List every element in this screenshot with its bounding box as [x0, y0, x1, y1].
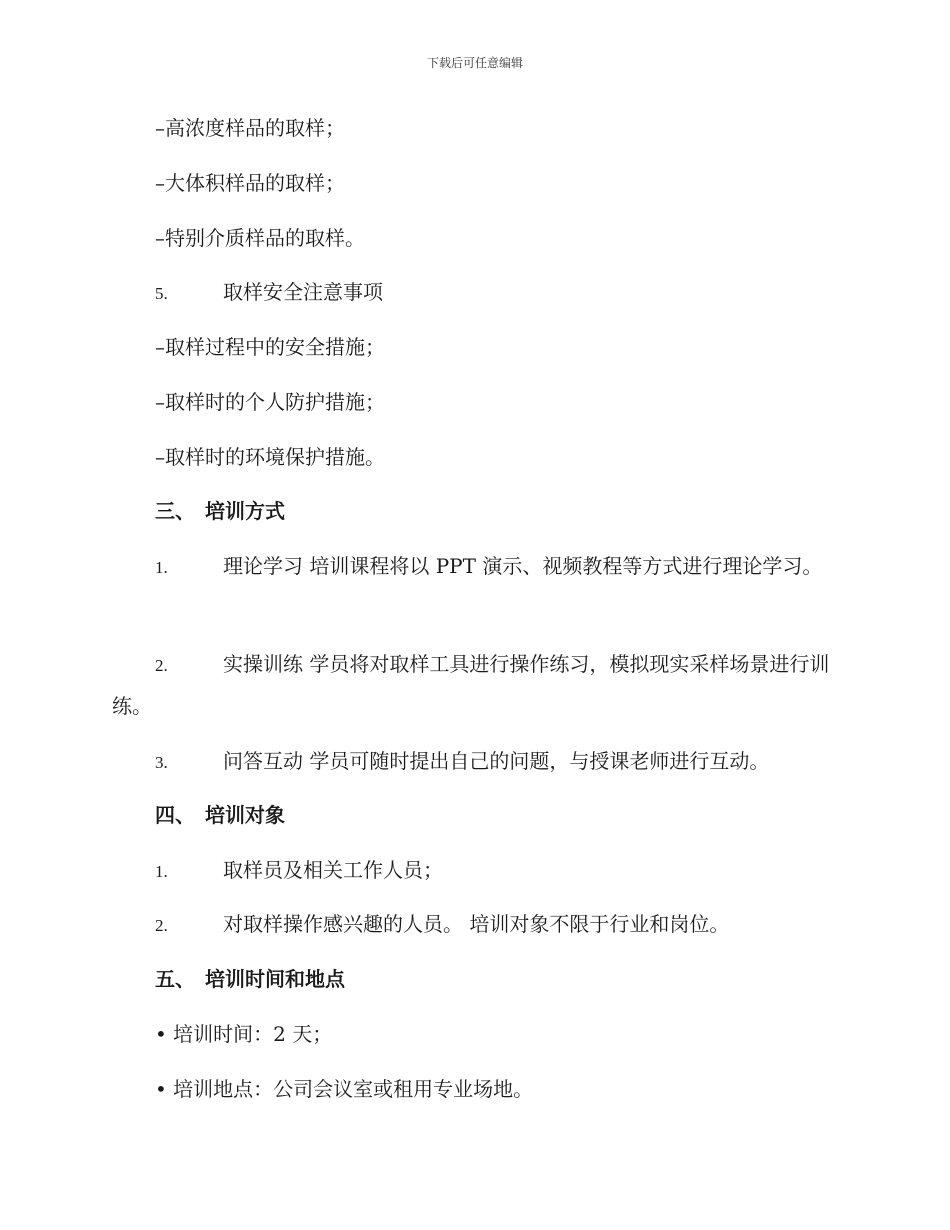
item-text: 实操训练 学员将对取样工具进行操作练习，模拟现实采样场景进行训练。: [112, 652, 830, 718]
list-item: [155, 910, 729, 940]
item-text: 理论学习 培训课程将以 PPT 演示、视频教程等方式进行理论学习。: [223, 554, 823, 578]
item-number: 2.: [155, 916, 168, 935]
bullet-training-location: • 培训地点：公司会议室或租用专业场地。: [155, 1077, 534, 1101]
list-item: –取样时的环境保护措施。: [155, 445, 385, 469]
bullet-training-time: • 培训时间：2 天；: [155, 1022, 333, 1046]
item-text: 对取样操作感兴趣的人员。 培训对象不限于行业和岗位。: [223, 912, 730, 936]
list-item: –取样过程中的安全措施；: [155, 335, 385, 359]
heading-number: 五、: [155, 967, 195, 991]
item-number: 1.: [155, 558, 168, 577]
item-text: 取样员及相关工作人员；: [223, 858, 443, 882]
paragraph-practice: [112, 644, 842, 726]
heading-text: 培训方式: [205, 499, 285, 523]
paragraph-theory: [112, 546, 842, 588]
section-number: 5.: [155, 284, 168, 303]
heading-text: 培训对象: [205, 803, 285, 827]
item-text: 问答互动 学员可随时提出自己的问题，与授课老师进行互动。: [223, 749, 770, 773]
item-number: 1.: [155, 862, 168, 881]
heading-text: 培训时间和地点: [205, 967, 345, 991]
page-header: 下载后可任意编辑: [426, 56, 523, 70]
section-5-title: [155, 278, 383, 308]
heading-number: 四、: [155, 803, 195, 827]
list-item: [155, 856, 443, 886]
heading-number: 三、: [155, 499, 195, 523]
list-item: –高浓度样品的取样；: [155, 116, 345, 140]
list-item: –特别介质样品的取样。: [155, 226, 365, 250]
heading-training-method: [155, 497, 285, 525]
item-number: 2.: [155, 656, 168, 675]
section-text: 取样安全注意事项: [223, 280, 383, 304]
heading-time-location: [155, 965, 345, 993]
heading-training-audience: [155, 801, 285, 829]
item-number: 3.: [155, 753, 168, 772]
list-item: –取样时的个人防护措施；: [155, 390, 385, 414]
list-item: –大体积样品的取样；: [155, 171, 345, 195]
paragraph-qa: [112, 741, 842, 783]
